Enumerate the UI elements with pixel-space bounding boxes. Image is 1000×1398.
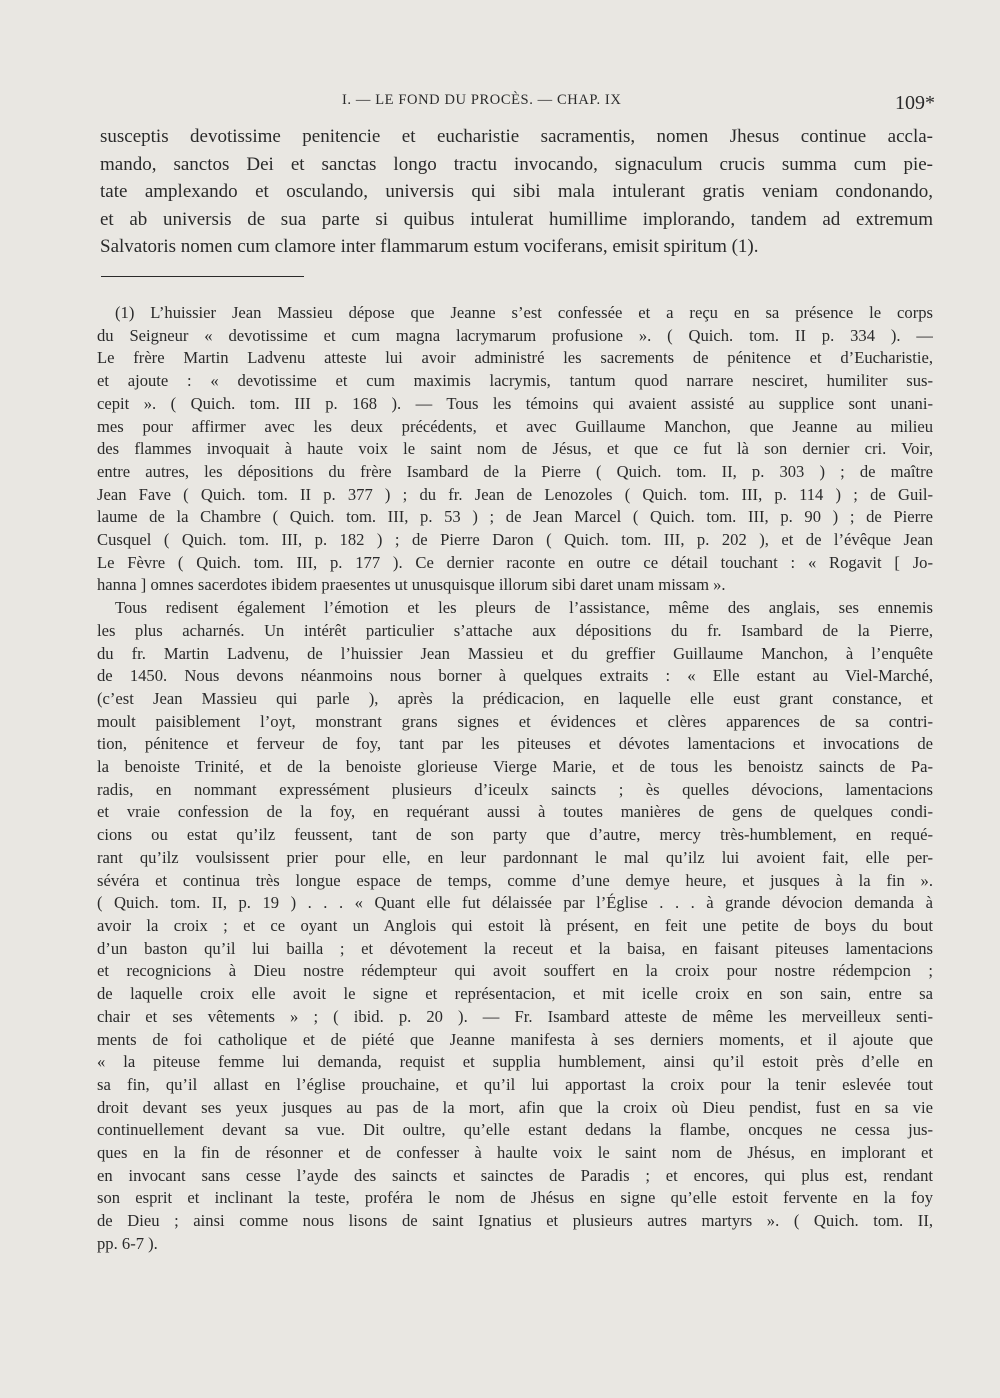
footnote-line: de laquelle croix elle avoit le signe et représentacion, et mit icelle croix en son sain, entre sa — [97, 984, 933, 1004]
footnote-line: Tous redisent également l’émotion et les pleurs de l’assistance, même des anglais, ses ennemis — [115, 598, 933, 618]
footnote-line: son esprit et inclinant la teste, proféra le nom de Jhésus en signe qu’elle estoit fervente en la foy — [97, 1188, 933, 1208]
footnote-line: les plus acharnés. Un intérêt particulier s’attache aux dépositions du fr. Isambard de la Pierre, — [97, 620, 933, 640]
footnote-separator — [101, 276, 304, 277]
footnote-line: ments de foi catholique et de piété que Jeanne manifesta à ses derniers moments, et il ajoute que — [97, 1029, 933, 1049]
footnote-line: Le Fèvre ( Quich. tom. III, p. 177 ). Ce dernier raconte en outre ce détail touchant : « Rogavit [ Jo- — [97, 552, 933, 572]
footnote-line: la benoiste Trinité, et de la benoiste glorieuse Vierge Marie, et de tous les benoistz saincts de Pa- — [97, 757, 933, 777]
footnote-line: Jean Fave ( Quich. tom. II p. 377 ) ; du fr. Jean de Lenozoles ( Quich. tom. III, p. 114 ) ; de Guil- — [97, 484, 933, 504]
footnote-line: Cusquel ( Quich. tom. III, p. 182 ) ; de Pierre Daron ( Quich. tom. III, p. 202 ), et de l’évêque Jean — [97, 530, 933, 550]
footnote-line: radis, en nommant expressément plusieurs d’iceulx saincts ; ès quelles dévocions, lamentacions — [97, 779, 933, 799]
text-line: tate amplexando et osculando, universis qui sibi mala intulerant gratis veniam condonando, — [100, 181, 933, 202]
footnote-line: mes pour affirmer avec les deux précédents, et avec Guillaume Manchon, que Jeanne au milieu — [97, 416, 933, 436]
footnote-line: laume de la Chambre ( Quich. tom. III, p. 53 ) ; de Jean Marcel ( Quich. tom. III, p. 90 ) ; de Pierre — [97, 507, 933, 527]
footnote-line: sa fin, qu’il allast en l’église prouchaine, et qu’il lui apportast la croix pour la tenir eslevée tout — [97, 1074, 933, 1094]
running-head: I. — LE FOND DU PROCÈS. — CHAP. IX — [342, 92, 622, 108]
footnote-line: (c’est Jean Massieu qui parle ), après la prédicacion, en laquelle elle eust grant constance, et — [97, 688, 933, 708]
footnote-line: continuellement devant sa vue. Dit oultre, qu’elle estant dedans la flambe, oncques ne cessa jus- — [97, 1120, 933, 1140]
text-line: mando, sanctos Dei et sanctas longo tractu invocando, signaculum crucis summa cum pie- — [100, 153, 933, 175]
main-text — [100, 123, 933, 261]
footnote-line: avoir la croix ; et ce oyant un Anglois qui estoit là présent, en feit une petite de boys du bout — [97, 915, 933, 935]
footnote-line: hanna ] omnes sacerdotes ibidem praesentes ut unusquisque illorum sibi daret unam missam ». — [97, 575, 726, 595]
footnote-line: chair et ses vêtements » ; ( ibid. p. 20 ). — Fr. Isambard atteste de même les merveilleux senti- — [97, 1006, 933, 1026]
footnote-line: droit devant ses yeux jusques au pas de la mort, afin que la croix où Dieu pendist, fust en sa vie — [97, 1097, 933, 1117]
footnote-line: entre autres, les dépositions du frère Isambard de la Pierre ( Quich. tom. II, p. 303 ) ; de maître — [97, 461, 933, 481]
footnote-line: cions ou estat qu’ilz feussent, tant de son party que d’autre, mercy très-humblement, en requé- — [97, 825, 933, 845]
text-line: Salvatoris nomen cum clamore inter flammarum estum vociferans, emisit spiritum (1). — [100, 236, 759, 257]
footnote-line: ques en la fin de résonner et de confesser à haulte voix le saint nom de Jhésus, en implorant et — [97, 1143, 933, 1163]
footnote-line: en invocant sans cesse l’ayde des saincts et sainctes de Paradis ; et encores, qui plus est, rendant — [97, 1165, 933, 1185]
footnote-line: tion, pénitence et ferveur de foy, tant par les piteuses et dévotes lamentacions et invocations de — [97, 734, 933, 754]
footnote-line: moult paisiblement l’oyt, monstrant grans signes et évidences et clères apparences de sa contri- — [97, 711, 933, 731]
text-line: susceptis devotissime penitencie et eucharistie sacramentis, nomen Jhesus continue accla- — [100, 126, 933, 147]
footnote-line: de Dieu ; ainsi comme nous lisons de saint Ignatius et plusieurs autres martyrs ». ( Quich. tom. II, — [97, 1211, 933, 1231]
footnote-line: sévéra et continua très longue espace de temps, comme d’une demye heure, et jusques à la fin ». — [97, 870, 933, 890]
footnote-line: de 1450. Nous devons néanmoins nous borner à quelques extraits : « Elle estant au Viel-Marché, — [97, 666, 933, 686]
footnote-line: ( Quich. tom. II, p. 19 ) . . . « Quant elle fut délaissée par l’Église . . . à grande dévocion demanda à — [97, 893, 933, 913]
footnote-line: des flammes invoquait à haute voix le saint nom de Jésus, et que ce fut là son dernier cri. Voir, — [97, 439, 933, 459]
text-line: et ab universis de sua parte si quibus intulerat humillime implorando, tandem ad extremum — [100, 208, 933, 230]
footnote-line: pp. 6-7 ). — [97, 1233, 158, 1253]
footnotes — [97, 302, 933, 1256]
footnote-line: « la piteuse femme lui demanda, requist et supplia humblement, ainsi qu’il estoit près d’elle en — [97, 1052, 933, 1072]
footnote-line: du Seigneur « devotissime et cum magna lacrymarum profusione ». ( Quich. tom. II p. 334 ). — — [97, 325, 933, 345]
footnote-line: (1) L’huissier Jean Massieu dépose que Jeanne s’est confessée et a reçu en sa présence le corps — [115, 303, 933, 322]
footnote-line: du fr. Martin Ladvenu, de l’huissier Jean Massieu et du greffier Guillaume Manchon, à l’enquête — [97, 643, 933, 663]
page-number: 109* — [895, 92, 935, 114]
footnote-line: rant qu’ilz voulsissent prier pour elle, en leur pardonnant le mal qu’ilz lui avoient fait, elle per- — [97, 847, 933, 867]
footnote-line: d’un baston qu’il lui bailla ; et dévotement la receut et la baisa, en faisant piteuses lamentacions — [97, 938, 933, 958]
footnote-line: et recognicions à Dieu nostre rédempteur qui avoit souffert en la croix pour nostre rédempcion ; — [97, 961, 933, 981]
footnote-line: cepit ». ( Quich. tom. III p. 168 ). — Tous les témoins qui avaient assisté au supplice sont unani- — [97, 393, 933, 413]
footnote-line: Le frère Martin Ladvenu atteste lui avoir administré les sacrements de pénitence et d’Eucharistie, — [97, 348, 933, 368]
footnote-line: et ajoute : « devotissime et cum maximis lacrymis, tantum quod narrare nesciret, humiliter sus- — [97, 371, 933, 391]
footnote-line: et vraie confession de la foy, en requérant aussi à toutes manières de gens de quelques condi- — [97, 802, 933, 822]
